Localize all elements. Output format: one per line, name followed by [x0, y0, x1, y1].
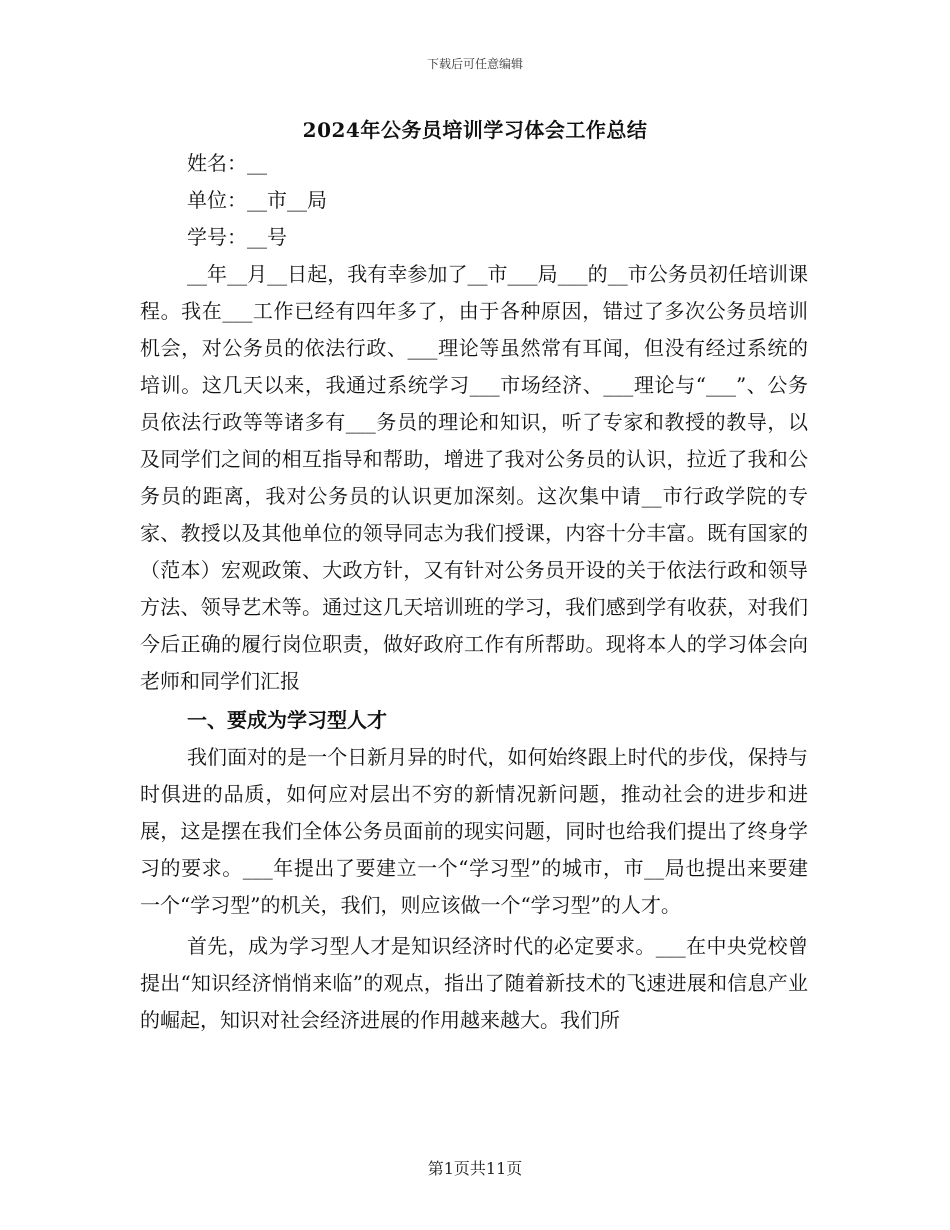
- meta-student-no: 学号：__号: [187, 225, 287, 249]
- intro-paragraph: __年__月__日起，我有幸参加了__市___局___的__市公务员初任培训课程。我在___工作已经有四年多了，由于各种原因，错过了多次公务员培训机会，对公务员的依法行政、___理论等虽然常有耳闻，但没有经过系统的培训。这几天以来，我通过系统学习___市场经济、___理论与“___”、公务员依法行政等等诸多有___务员的理论和知识，听了专家和教授的教导，以及同学们之间的相互指导和帮助，增进了我对公务员的认识，拉近了我和公务员的距离，我对公务员的认识更加深刻。这次集中请__市行政学院的专家、教授以及其他单位的领导同志为我们授课，内容十分丰富。既有国家的（范本）宏观政策、大政方针，又有针对公务员开设的关于依法行政和领导方法、领导艺术等。通过这几天培训班的学习，我们感到学有收获，对我们今后正确的履行岗位职责，做好政府工作有所帮助。现将本人的学习体会向老师和同学们汇报: [140, 262, 808, 693]
- section1-paragraph-2: 首先，成为学习型人才是知识经济时代的必定要求。___在中央党校曾提出“知识经济悄悄来临”的观点，指出了随着新技术的飞速进展和信息产业的崛起，知识对社会经济进展的作用越来越大。我们所: [140, 934, 808, 1032]
- document-body: [140, 145, 808, 1039]
- page-indicator: 第1页共11页: [427, 1159, 523, 1178]
- meta-name: 姓名：__: [187, 151, 267, 175]
- meta-unit: 单位：__市__局: [187, 188, 327, 212]
- section-heading: 一、要成为学习型人才: [187, 708, 387, 732]
- document-title: 2024年公务员培训学习体会工作总结: [302, 118, 648, 142]
- header-note: 下载后可任意编辑: [426, 57, 523, 71]
- section1-paragraph-1: 我们面对的是一个日新月异的时代，如何始终跟上时代的步伐，保持与时俱进的品质，如何应对层出不穷的新情况新问题，推动社会的进步和进展，这是摆在我们全体公务员面前的现实问题，同时也给我们提出了终身学习的要求。___年提出了要建立一个“学习型”的城市，市__局也提出来要建一个“学习型”的机关，我们，则应该做一个“学习型”的人才。: [140, 745, 808, 917]
